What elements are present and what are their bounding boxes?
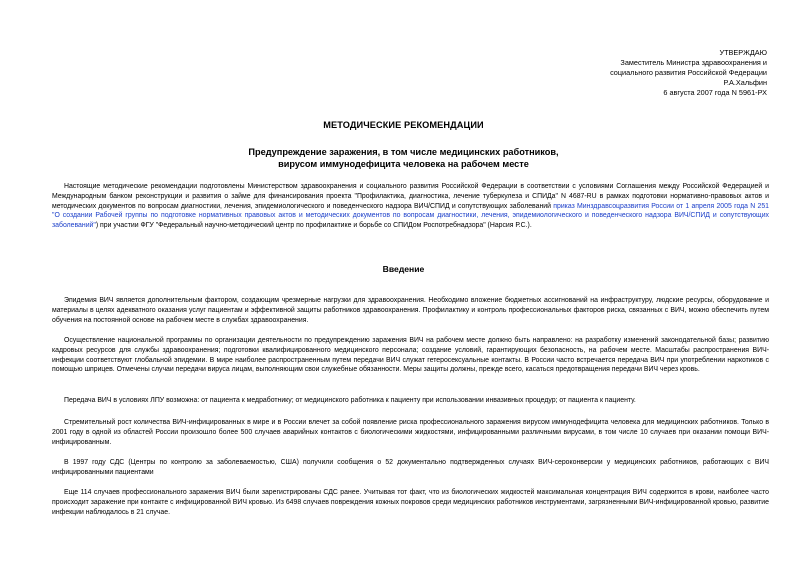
body-paragraph: Осуществление национальной программы по организации деятельности по предупреждению заражения ВИЧ на рабочем месте должно быть направлено: на разработку изменений законодательной базы; развитию кадровых ресурсов для службы здравоохранения; подготовки квалифицированного медицинского персонала; создание условий, гарантирующих безопасность, на рабочем месте. Масштабы распространения ВИЧ-инфекции соответствуют глобальной эпидемии. В мире наиболее распространенным путем передачи ВИЧ служат гетеросексуальные контакты. В России часто встречается передача ВИЧ при употреблении наркотиков с помощью шприцев. Отмечены случаи передачи вируса лицам, выполняющим свои служебные обязанности. Меры защиты должны, прежде всего, касаться предотвращения передачи ВИЧ через кровь.: [52, 337, 769, 374]
document-title: МЕТОДИЧЕСКИЕ РЕКОМЕНДАЦИИ: [323, 120, 484, 130]
body-paragraph: Эпидемия ВИЧ является дополнительным фактором, создающим чрезмерные нагрузки для здравоохранения. Необходимо вложение бюджетных ассигнований на инфраструктуру, людские ресурсы, оборудование и материалы в целях адекватного оказания услуг пациентам и эффективной защиты работников здравоохранения. Профилактику и контроль профессиональных факторов риска, связанных с ВИЧ, можно обеспечить путем обучения на постоянной основе на рабочем месте в службах здравоохранения.: [52, 297, 769, 324]
approval-block: [567, 48, 767, 98]
document-subtitle: [0, 146, 807, 170]
approval-position: Заместитель Министра здравоохранения и: [620, 58, 767, 67]
subtitle-line: Предупреждение заражения, в том числе медицинских работников,: [248, 147, 559, 157]
body-paragraph: Стремительный рост количества ВИЧ-инфицированных в мире и в России влечет за собой появление риска профессионального заражения вирусом иммунодефицита человека для медицинских работников. Только в 2001 году в одной из областей России произошло более 500 случаев аварийных контактов с биологическими жидкостями, инфицированными различными вирусами, в том числе 10 случаев при оказании помощи ВИЧ-инфицированным.: [52, 419, 769, 446]
subtitle-line: вирусом иммунодефицита человека на рабочем месте: [278, 159, 529, 169]
intro-text: Настоящие методические рекомендации подготовлены Министерством здравоохранения и социального развития Российской Федерации в соответствии с условиями Соглашения между Российской Федерацией и Международным банком реконструкции и развития о займе для финансирования проекта "Профилактика, диагностика, лечение туберкулеза и СПИДа" N 4687-RU в рамках подготовки нормативно-правовых актов и методических документов по вопросам диагностики, лечения, эпидемиологического и поведенческого надзора ВИЧ/СПИД и сопутствующих заболеваний: [52, 183, 769, 210]
section-heading: Введение: [382, 264, 425, 274]
intro-paragraph: [52, 182, 769, 231]
approval-heading: УТВЕРЖДАЮ: [719, 48, 767, 57]
body-paragraph: Передача ВИЧ в условиях ЛПУ возможна: от пациента к медработнику; от медицинского работника к пациенту при использовании инвазивных процедур; от пациента к пациенту.: [64, 397, 636, 404]
body-paragraph: В 1997 году СДС (Центры по контролю за заболеваемостью, США) получили сообщения о 52 документально подтвержденных случаях ВИЧ-сероконверсии у медицинских работников, работающих с ВИЧ инфицированными пациентами: [52, 459, 769, 476]
approval-organization: социального развития Российской Федерации: [610, 68, 767, 77]
approval-date: 6 августа 2007 года N 5961-РХ: [663, 88, 767, 97]
intro-text-end: ) при участии ФГУ "Федеральный научно-методический центр по профилактике и борьбе со СПИДом Роспотребнадзора" (Нарсия Р.С.).: [95, 222, 532, 230]
body-paragraph: Еще 114 случаев профессионального заражения ВИЧ были зарегистрированы СДС ранее. Учитывая тот факт, что из биологических жидкостей максимальная концентрация ВИЧ содержится в крови, наиболее часто происходит заражение при контакте с инфицированной ВИЧ кровью. Из 6498 случаев повреждения кожных покровов среди медицинских работников инструментами, загрязненными ВИЧ-инфицированной кровью, развитие инфекции наблюдалось в 21 случае.: [52, 489, 769, 516]
approval-signatory: Р.А.Хальфин: [723, 78, 767, 87]
order-link[interactable]: приказ Минздравсоцразвития России от 1 апреля 2005 года N 251 "О создании Рабочей группы по подготовке нормативных правовых актов и методических документов по вопросам диагностики, лечения, эпидемиологического и поведенческого надзора ВИЧ/СПИД и сопутствующих заболеваний": [52, 202, 769, 230]
